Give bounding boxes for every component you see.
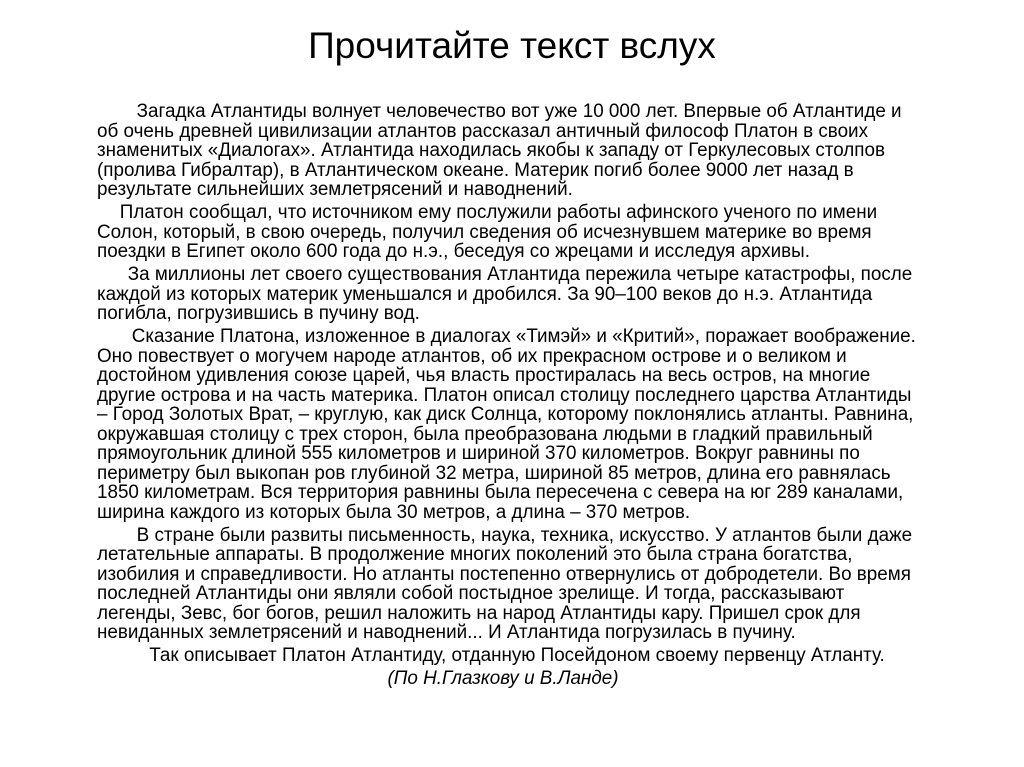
text-line: Платон сообщал, что источником ему послужили работы афинского ученого по имени bbox=[119, 202, 878, 223]
paragraph bbox=[97, 327, 977, 522]
text-line: (пролива Гибралтар), в Атлантическом океане. Материк погиб более 9000 лет назад в bbox=[97, 159, 854, 181]
text-line: результате сильнейших землетрясений и наводнений. bbox=[97, 179, 573, 200]
text-body bbox=[97, 102, 977, 692]
text-line: – Город Золотых Врат, – круглую, как диск Солнца, которому поклонялись атланты. Равнина, bbox=[97, 404, 914, 425]
text-line: достойном удивления союзе царей, чья власть простиралась на весь остров, на многие bbox=[97, 365, 871, 386]
paragraph bbox=[97, 203, 977, 262]
text-line: Загадка Атлантиды волнует человечество вот уже 10 000 лет. Впервые об Атлантиде и bbox=[136, 101, 902, 122]
text-line: Солон, который, в свою очередь, получил сведения об исчезнувшем материке во время bbox=[97, 221, 872, 243]
text-line: За миллионы лет своего существования Атлантида пережила четыре катастрофы, после bbox=[127, 264, 913, 285]
closing-line: Так описывает Платон Атлантиду, отданную Посейдоном своему первенцу Атланту. bbox=[149, 645, 885, 666]
text-line: последней Атлантиды они являли собой постыдное зрелище. И тогда, рассказывают bbox=[97, 583, 845, 604]
text-line: погибла, погрузившись в пучину вод. bbox=[97, 303, 420, 324]
paragraph bbox=[97, 526, 977, 643]
paragraph bbox=[97, 265, 977, 324]
text-line: окружавшая столицу с трех сторон, была преобразована людьми в гладкий правильный bbox=[97, 423, 873, 445]
text-line: каждой из которых материк уменьшался и дробился. За 90–100 веков до н.э. Атлантида bbox=[97, 283, 873, 305]
text-line: 1850 километрам. Вся территория равнины была пересечена с севера на юг 289 каналами, bbox=[97, 482, 904, 503]
text-line: поездки в Египет около 600 года до н.э., беседуя со жрецами и исследуя архивы. bbox=[97, 241, 810, 262]
text-line: знаменитых «Диалогах». Атлантида находилась якобы к западу от Геркулесовых столпов bbox=[97, 140, 885, 161]
attribution-line: (По Н.Глазкову и В.Ланде) bbox=[387, 668, 619, 689]
text-line: легенды, Зевс, бог богов, решил наложить на народ Атлантиды кару. Пришел срок для bbox=[97, 602, 861, 624]
text-line: периметру был выкопан ров глубиной 32 метра, шириной 85 метров, длина его равнялась bbox=[97, 462, 891, 484]
closing-paragraph bbox=[77, 646, 977, 666]
text-line: ширина каждого из которых была 30 метров, а длина – 370 метров. bbox=[97, 501, 691, 523]
text-line: Сказание Платона, изложенное в диалогах «Тимэй» и «Критий», поражает воображение. bbox=[131, 326, 916, 347]
attribution bbox=[63, 669, 977, 689]
text-line: другие острова и на часть материка. Платон описал столицу последнего царства Атлантиды bbox=[97, 384, 912, 406]
text-line: летательные аппараты. В продолжение многих поколений это была страна богатства, bbox=[97, 544, 853, 565]
text-line: об очень древней цивилизации атлантов рассказал античный философ Платон в своих bbox=[97, 120, 868, 142]
text-line: невиданных землетрясений и наводнений... И Атлантида погрузилась в пучину. bbox=[97, 622, 796, 643]
slide-title: Прочитайте текст вслух bbox=[308, 25, 716, 66]
text-line: В стране были развиты письменность, наука, техника, искусство. У атлантов были даже bbox=[136, 524, 913, 546]
text-line: прямоугольник длиной 555 километров и шириной 370 километров. Вокруг равнины по bbox=[97, 443, 860, 464]
text-line: изобилия и справедливости. Но атланты постепенно отвернулись от добродетели. Во время bbox=[97, 563, 911, 585]
text-line: Оно повествует о могучем народе атлантов, об их прекрасном острове и о великом и bbox=[97, 345, 847, 367]
paragraph bbox=[97, 102, 977, 200]
